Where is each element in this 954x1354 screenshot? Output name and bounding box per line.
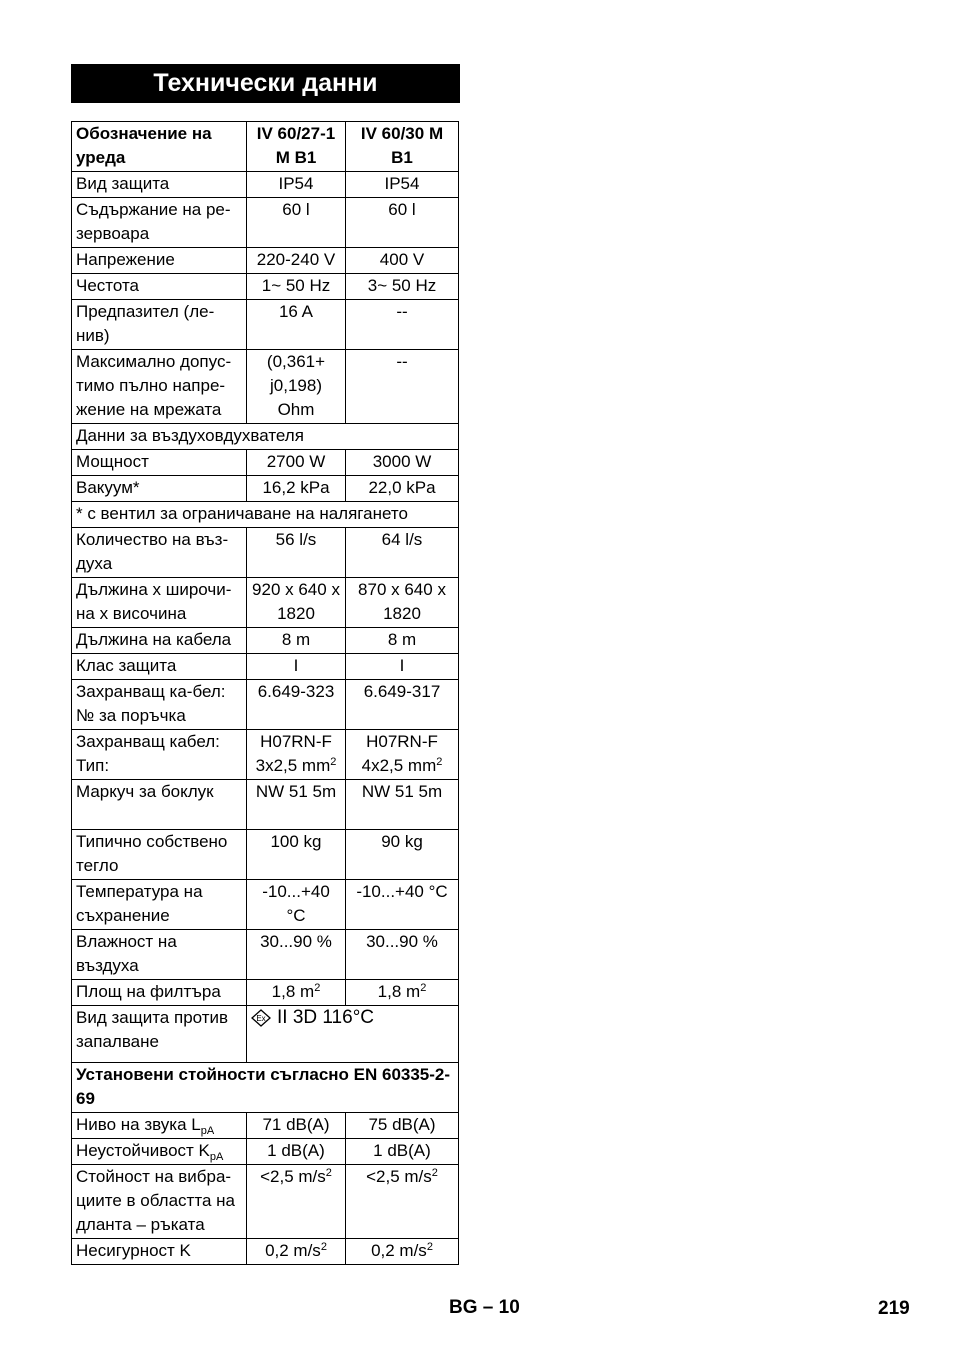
table-row: [72, 350, 459, 424]
row-value-model-1: IP54: [247, 172, 346, 198]
row-value-model-2: -10...+40 °C: [346, 880, 459, 930]
table-row: [72, 198, 459, 248]
row-value-model-2: 1 dB(A): [346, 1139, 459, 1165]
row-value-model-2: 3000 W: [346, 450, 459, 476]
subscript: pA: [200, 1125, 215, 1137]
row-label: Дължина на кабела: [72, 628, 247, 654]
row-value-model-2: 400 V: [346, 248, 459, 274]
ex-marking: [251, 1006, 374, 1030]
row-label: Стойност на вибра-циите в областта на дланта – ръката: [72, 1165, 247, 1239]
row-value-model-1: 1~ 50 Hz: [247, 274, 346, 300]
superscript: 2: [320, 1241, 327, 1253]
row-label: Маркуч за боклук: [72, 780, 247, 830]
row-value-model-1: 16,2 kPa: [247, 476, 346, 502]
row-label: Температура на съхранение: [72, 880, 247, 930]
value-text: 1,8 m: [377, 982, 421, 1001]
row-label: Вид защита против запалване: [72, 1006, 247, 1063]
row-label: Влажност на въздуха: [72, 930, 247, 980]
value-text: 1,8 m: [271, 982, 315, 1001]
row-value-model-1: 1 dB(A): [247, 1139, 346, 1165]
superscript: 2: [330, 756, 337, 768]
row-value-model-2: NW 51 5m: [346, 780, 459, 830]
table-row: [72, 730, 459, 780]
row-value-model-1: NW 51 5m: [247, 780, 346, 830]
table-row: [72, 680, 459, 730]
row-value-model-2: --: [346, 300, 459, 350]
row-value-model-1: 2700 W: [247, 450, 346, 476]
table-row: [72, 528, 459, 578]
label-text: Ниво на звука L: [76, 1115, 201, 1134]
ex-marking-text: II 3D 116°C: [277, 1007, 375, 1028]
row-value-model-1: [247, 980, 346, 1006]
subscript: pA: [209, 1151, 224, 1163]
value-text: H07RN-F 3x2,5 mm: [255, 732, 332, 775]
superscript: 2: [325, 1167, 332, 1179]
table-row: [72, 628, 459, 654]
row-value-model-2: 64 l/s: [346, 528, 459, 578]
row-label: Клас защита: [72, 654, 247, 680]
svg-text:Ex: Ex: [256, 1014, 266, 1023]
row-label: Площ на филтъра: [72, 980, 247, 1006]
table-row: [72, 654, 459, 680]
row-value-model-2: --: [346, 350, 459, 424]
section-row: [72, 424, 459, 450]
row-value-model-2: IP54: [346, 172, 459, 198]
table-header-row: [72, 122, 459, 172]
row-value-model-1: -10...+40 °C: [247, 880, 346, 930]
table-row: [72, 450, 459, 476]
page-title: Технически данни: [71, 64, 460, 103]
superscript: 2: [431, 1167, 438, 1179]
row-value-model-1: 30...90 %: [247, 930, 346, 980]
section-label: Данни за въздуховдухвателя: [72, 424, 459, 450]
value-text: <2,5 m/s: [366, 1167, 432, 1186]
row-label: Съдържание на ре-зервоара: [72, 198, 247, 248]
superscript: 2: [420, 982, 427, 994]
row-value-model-1: [247, 1239, 346, 1265]
table-row: [72, 248, 459, 274]
footer-section-label: BG – 10: [449, 1297, 520, 1318]
table-row: [72, 930, 459, 980]
row-value-model-1: 100 kg: [247, 830, 346, 880]
row-value-model-1: I: [247, 654, 346, 680]
table-row: [72, 172, 459, 198]
row-value-model-1: 6.649-323: [247, 680, 346, 730]
row-value-model-1: 220-240 V: [247, 248, 346, 274]
row-label: Несигурност K: [72, 1239, 247, 1265]
row-label: Дължина х широчи-на х височина: [72, 578, 247, 628]
header-designation: Обозначение на уреда: [72, 122, 247, 172]
row-value-model-2: 870 x 640 x 1820: [346, 578, 459, 628]
row-label: Захранващ кабел: Тип:: [72, 730, 247, 780]
ex-explosion-protection-icon: [251, 1009, 271, 1027]
row-label: Мощност: [72, 450, 247, 476]
row-value-model-1: 56 l/s: [247, 528, 346, 578]
row-label: Вакуум*: [72, 476, 247, 502]
table-row: [72, 1006, 459, 1063]
table-row: [72, 274, 459, 300]
ignition-protection-value: [247, 1006, 459, 1063]
superscript: 2: [314, 982, 321, 994]
row-value-model-2: [346, 980, 459, 1006]
table-row: [72, 1165, 459, 1239]
table-row: [72, 578, 459, 628]
row-label: Напрежение: [72, 248, 247, 274]
value-text: H07RN-F 4x2,5 mm: [361, 732, 438, 775]
row-value-model-2: I: [346, 654, 459, 680]
row-label: Количество на въз-духа: [72, 528, 247, 578]
row-value-model-1: [247, 1165, 346, 1239]
row-value-model-2: 60 l: [346, 198, 459, 248]
value-text: 0,2 m/s: [265, 1241, 321, 1260]
row-value-model-2: [346, 730, 459, 780]
header-model-1: IV 60/27-1 M B1: [247, 122, 346, 172]
row-value-model-2: 90 kg: [346, 830, 459, 880]
row-label: Типично собствено тегло: [72, 830, 247, 880]
row-value-model-1: 71 dB(A): [247, 1113, 346, 1139]
row-value-model-1: [247, 730, 346, 780]
row-value-model-2: 8 m: [346, 628, 459, 654]
section-label: Установени стойности съгласно EN 60335-2-69: [72, 1063, 459, 1113]
value-text: <2,5 m/s: [260, 1167, 326, 1186]
row-value-model-2: [346, 1165, 459, 1239]
row-value-model-2: [346, 1239, 459, 1265]
row-value-model-2: 3~ 50 Hz: [346, 274, 459, 300]
section-row: [72, 502, 459, 528]
table-row: [72, 476, 459, 502]
row-label: Предпазител (ле-нив): [72, 300, 247, 350]
row-label: Максимално допус-тимо пълно напре-жение на мрежата: [72, 350, 247, 424]
header-model-2: IV 60/30 M B1: [346, 122, 459, 172]
row-value-model-1: 920 x 640 x 1820: [247, 578, 346, 628]
table-row: [72, 780, 459, 830]
row-label: [72, 1139, 247, 1165]
footnote-label: * с вентил за ограничаване на налягането: [72, 502, 459, 528]
page-number: 219: [878, 1298, 910, 1319]
row-value-model-1: 8 m: [247, 628, 346, 654]
row-value-model-2: 22,0 kPa: [346, 476, 459, 502]
section-row: [72, 1063, 459, 1113]
superscript: 2: [436, 756, 443, 768]
table-row: [72, 1113, 459, 1139]
table-row: [72, 1239, 459, 1265]
row-value-model-1: 60 l: [247, 198, 346, 248]
table-row: [72, 830, 459, 880]
row-value-model-1: (0,361+ j0,198) Ohm: [247, 350, 346, 424]
label-text: Неустойчивост K: [76, 1141, 210, 1160]
row-value-model-2: 75 dB(A): [346, 1113, 459, 1139]
table-row: [72, 980, 459, 1006]
row-value-model-1: 16 A: [247, 300, 346, 350]
row-label: Вид защита: [72, 172, 247, 198]
technical-data-table: [71, 121, 459, 1265]
row-value-model-2: 30...90 %: [346, 930, 459, 980]
table-row: [72, 880, 459, 930]
row-value-model-2: 6.649-317: [346, 680, 459, 730]
table-row: [72, 1139, 459, 1165]
table-row: [72, 300, 459, 350]
row-label: Честота: [72, 274, 247, 300]
row-label: Захранващ ка-бел: № за поръчка: [72, 680, 247, 730]
row-label: [72, 1113, 247, 1139]
superscript: 2: [426, 1241, 433, 1253]
value-text: 0,2 m/s: [371, 1241, 427, 1260]
